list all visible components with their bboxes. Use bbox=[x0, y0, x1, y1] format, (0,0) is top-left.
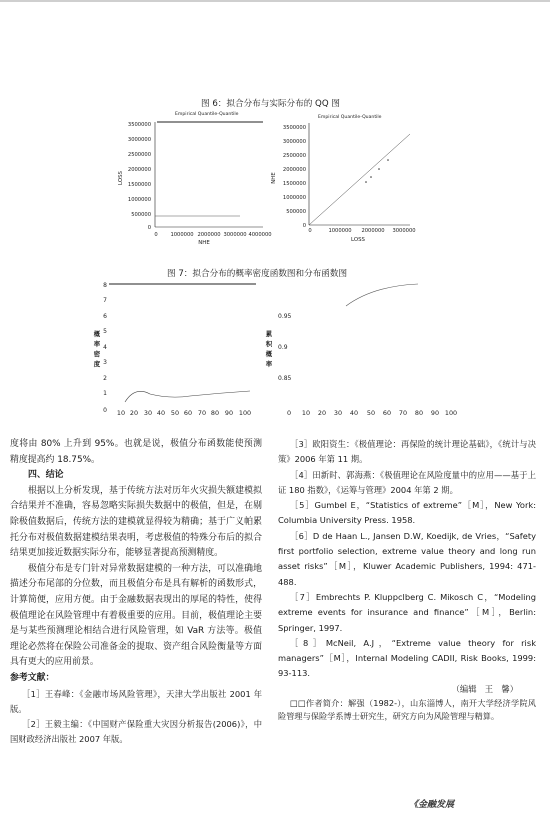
qq-left-xtick: 2000000 bbox=[197, 232, 221, 238]
density-xtick: 100 bbox=[238, 409, 252, 417]
qq-right-xtick: 1000000 bbox=[328, 228, 352, 234]
density-ytick: 4 bbox=[103, 344, 107, 351]
qq-plot-right bbox=[258, 108, 428, 248]
reference-item: ［1］王春峰：《金融市场风险管理》，天津大学出版社 2001 年版。 bbox=[10, 688, 262, 714]
density-xtick: 70 bbox=[197, 409, 207, 417]
figure6-caption: 图 6：拟合分布与实际分布的 QQ 图 bbox=[201, 99, 340, 109]
qq-left-ytick: 3000000 bbox=[127, 137, 151, 143]
reference-item: ［2］王毅主编：《中国财产保险重大灾因分析报告(2006)》，中国财政经济出版社 2007 年版。 bbox=[10, 719, 262, 745]
qq-right-xtick: 0 bbox=[308, 228, 312, 234]
density-xtick: 30 bbox=[143, 409, 153, 417]
section-heading: 四、结论 bbox=[28, 470, 64, 481]
qq-left-xtick: 4000000 bbox=[248, 232, 272, 238]
qq-right-xtick: 3000000 bbox=[392, 228, 416, 234]
density-plot bbox=[90, 278, 265, 423]
reference-item: ［4］田新时、郭海燕：《极值理论在风险度量中的应用——基于上证 180 指数》，《运筹与管理》2004 年第 2 期。 bbox=[278, 469, 536, 495]
qq-left-xtick: 0 bbox=[154, 232, 158, 238]
qq-right-xtick: 2000000 bbox=[361, 228, 385, 234]
density-ytick: 1 bbox=[103, 390, 107, 397]
density-ylabel: 概 bbox=[93, 330, 101, 338]
density-xtick: 80 bbox=[210, 409, 220, 417]
cdf-xtick: 50 bbox=[366, 409, 376, 417]
paragraph: 根据以上分析发现，基于传统方法对历年火灾损失额建模拟合结果并不准确，容易忽略实际损失数据中的极值，但是，在剔除极值数据后，传统方法的建模就显得较为精确；基于广义帕累托分布对极值数据建模结果表明，考虑极值的特殊分布后的拟合结果更加接近数据实际分布，能够显著提高预测精度。 bbox=[10, 485, 262, 559]
cdf-xtick: 20 bbox=[317, 409, 327, 417]
qq-left-ylabel: LOSS bbox=[118, 171, 124, 185]
density-xtick: 10 bbox=[116, 409, 126, 417]
author-note: □□作者简介：解强（1982-），山东淄博人，南开大学经济学院风险管理与保险学系博士研究生，研究方向为风险管理与精算。 bbox=[278, 698, 536, 722]
density-xtick: 20 bbox=[129, 409, 139, 417]
qq-right-ytick: 3500000 bbox=[282, 125, 306, 131]
paragraph: 极值分布是专门针对异常数据建模的一种方法，可以准确地描述分布尾部的分位数，而且极值分布是具有解析的函数形式，计算简便，应用方便。由于金融数据表现出的厚尾的特性，使得极值理论在风险管理中有着极重要的应用。目前，极值理论主要是与某些预测理论相结合进行风险管理，如 VaR 方法等。极值理论必然将在保险公司准备金的提取、资产组合风险衡量等方面具有更大的应用前景。 bbox=[10, 563, 262, 668]
qq-right-ytick: 1000000 bbox=[282, 195, 306, 201]
cdf-xtick: 90 bbox=[430, 409, 440, 417]
qq-left-title: Empirical Quantile-Quantile bbox=[175, 112, 239, 117]
qq-right-ytick: 2000000 bbox=[282, 167, 306, 173]
density-ytick: 2 bbox=[103, 375, 107, 382]
qq-left-xtick: 3000000 bbox=[223, 232, 247, 238]
qq-right-ytick: 2500000 bbox=[282, 153, 306, 159]
editor-credit: （编辑 王 馨） bbox=[451, 683, 518, 694]
references-heading: 参考文献： bbox=[10, 672, 55, 683]
density-ylabel: 率 bbox=[93, 340, 101, 348]
right-column bbox=[278, 437, 536, 724]
reference-item: ［3］欧阳资生：《极值理论：再保险的统计理论基础》，《统计与决策》2006 年第 11 期。 bbox=[278, 439, 536, 465]
cdf-xtick: 70 bbox=[398, 409, 408, 417]
cdf-xtick: 0 bbox=[286, 409, 292, 417]
qq-left-ytick: 2500000 bbox=[127, 152, 151, 158]
cdf-ytick: 0.9 bbox=[278, 344, 288, 351]
qq-right-xlabel: LOSS bbox=[351, 237, 365, 243]
density-ytick: 3 bbox=[103, 359, 107, 366]
top-rule bbox=[0, 0, 550, 2]
density-xtick: 50 bbox=[170, 409, 180, 417]
cdf-xtick: 10 bbox=[301, 409, 311, 417]
qq-right-ytick: 1500000 bbox=[282, 181, 306, 187]
density-ytick: 6 bbox=[103, 313, 107, 320]
cdf-xtick: 40 bbox=[349, 409, 359, 417]
cdf-xtick: 100 bbox=[444, 409, 458, 417]
qq-left-ytick: 1000000 bbox=[127, 197, 151, 203]
qq-right-ylabel: NHE bbox=[271, 172, 277, 184]
density-ylabel: 度 bbox=[93, 360, 101, 368]
reference-item: ［5］Gumbel E，“Statistics of extreme”［M］，New York: Columbia University Press. 1958. bbox=[278, 500, 536, 526]
qq-left-ytick: 0 bbox=[147, 225, 151, 231]
cdf-ylabel: 积 bbox=[265, 340, 273, 348]
reference-item: ［7］Embrechts P. Kluppclberg C. Mikosch C，“Modeling extreme events for insurance and finance”［M］，Berlin: Springer, 1997. bbox=[278, 591, 536, 633]
density-ytick: 0 bbox=[103, 407, 107, 414]
density-xtick: 40 bbox=[156, 409, 166, 417]
qq-right-ytick: 0 bbox=[302, 223, 306, 229]
qq-left-ytick: 1500000 bbox=[127, 182, 151, 188]
density-ylabel: 密 bbox=[93, 350, 101, 358]
cdf-xtick: 30 bbox=[333, 409, 343, 417]
cdf-ylabel: 率 bbox=[265, 360, 273, 368]
qq-right-title: Empirical Quantile-Quantile bbox=[318, 115, 382, 120]
footer-journal-name: 《金融发展 bbox=[409, 800, 455, 810]
qq-left-ytick: 500000 bbox=[131, 212, 151, 218]
density-ytick: 5 bbox=[103, 328, 107, 335]
qq-right-ytick: 3000000 bbox=[282, 139, 306, 145]
cdf-ytick: 0.95 bbox=[278, 313, 292, 320]
qq-left-ytick: 2000000 bbox=[127, 167, 151, 173]
cdf-xtick: 60 bbox=[382, 409, 392, 417]
reference-item: ［8］McNeil, A.J，“Extreme value theory for risk managers”［M］，Internal Modeling CADII, Risk Books, 1999: 93-113. bbox=[278, 637, 536, 679]
density-ytick: 8 bbox=[103, 282, 107, 289]
cdf-xtick: 80 bbox=[414, 409, 424, 417]
density-xtick: 90 bbox=[224, 409, 234, 417]
cdf-ylabel: 累 bbox=[265, 330, 273, 338]
cdf-ylabel: 概 bbox=[265, 350, 273, 358]
cdf-plot bbox=[258, 278, 458, 423]
density-ytick: 7 bbox=[103, 297, 107, 304]
qq-left-xtick: 1000000 bbox=[170, 232, 194, 238]
qq-left-xlabel: NHE bbox=[198, 240, 210, 246]
qq-plot-left bbox=[100, 108, 275, 248]
figure7-caption: 图 7：拟合分布的概率密度函数图和分布函数图 bbox=[167, 269, 348, 279]
reference-item: ［6］D de Haan L., Jansen D.W, Koedijk, de Vries，“Safety first portfolio selection, extreme value theory and long run asset risks”［M］，Kluwer Academic Publishers, 1994: 471-488. bbox=[278, 530, 536, 587]
qq-right-ytick: 500000 bbox=[286, 209, 306, 215]
density-xtick: 60 bbox=[183, 409, 193, 417]
paragraph-continuation: 度将由 80% 上升到 95%。也就是说，极值分布函数能使预测精度提高约 18.75%。 bbox=[10, 439, 262, 465]
qq-left-ytick: 3500000 bbox=[127, 122, 151, 128]
cdf-ytick: 0.85 bbox=[278, 375, 292, 382]
left-column bbox=[10, 437, 262, 748]
